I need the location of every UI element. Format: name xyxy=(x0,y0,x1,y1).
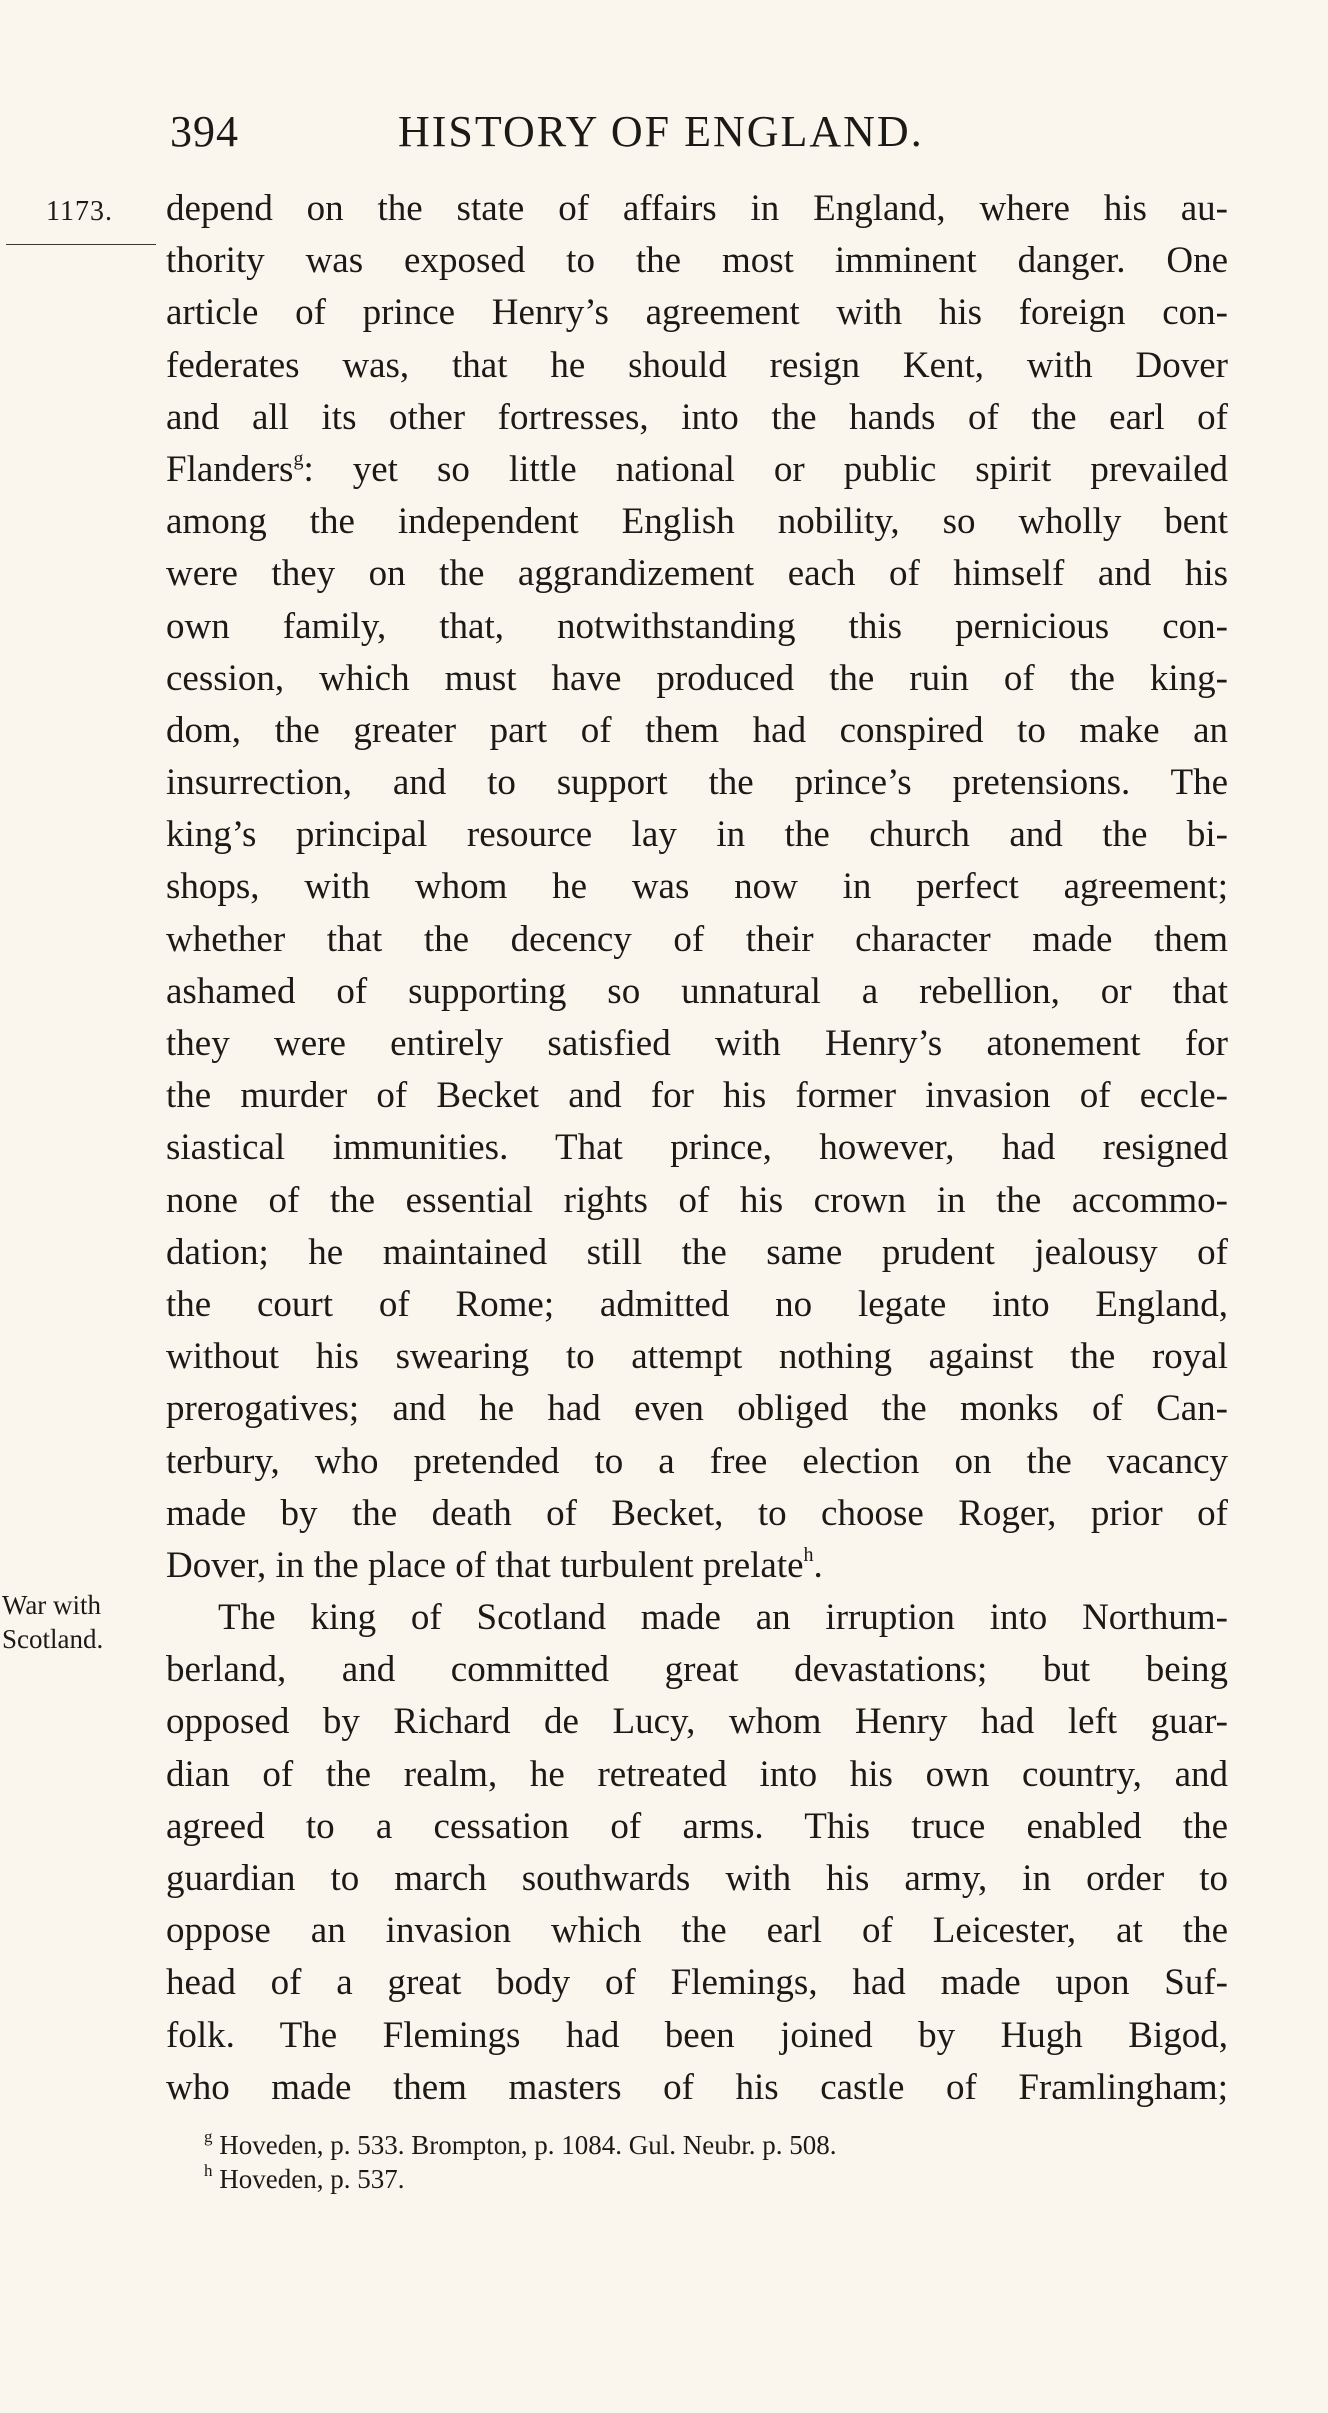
text-line: guardian to march southwards with his army, in order to xyxy=(166,1858,1228,1899)
page-header xyxy=(0,106,1328,166)
text-line: king’s principal resource lay in the church and the bi- xyxy=(166,814,1228,856)
text-line: head of a great body of Flemings, had made upon Suf- xyxy=(166,1962,1228,2004)
text-line: article of prince Henry’s agreement with his foreign con- xyxy=(166,292,1228,334)
text-line xyxy=(166,1540,1228,1592)
text-line: federates was, that he should resign Kent, with Dover xyxy=(166,344,1228,386)
text-line: dian of the realm, he retreated into his own country, and xyxy=(166,1753,1228,1795)
text-run: Flanders xyxy=(166,448,294,490)
text-line: among the independent English nobility, so wholly bent xyxy=(166,501,1228,543)
text-line: insurrection, and to support the prince’s pretensions. The xyxy=(166,762,1228,804)
text-line: oppose an invasion which the earl of Leicester, at the xyxy=(166,1910,1228,1952)
footnote-g xyxy=(204,2128,1104,2162)
text-line: none of the essential rights of his crown in the accommo- xyxy=(166,1179,1228,1221)
text-line: ashamed of supporting so unnatural a rebellion, or that xyxy=(166,970,1228,1012)
text-line: terbury, who pretended to a free election on the vacancy xyxy=(166,1440,1228,1482)
text-line: dation; he maintained still the same prudent jealousy of xyxy=(166,1231,1228,1273)
footnote-h xyxy=(204,2162,1104,2196)
text-line: dom, the greater part of them had conspired to make an xyxy=(166,709,1228,751)
text-line: cession, which must have produced the ruin of the king- xyxy=(166,657,1228,699)
text-run: . xyxy=(813,1544,823,1586)
text-run: : yet so little national or public spirit prevailed xyxy=(303,448,1228,490)
margin-rule xyxy=(6,244,156,245)
text-line: own family, that, notwithstanding this pernicious con- xyxy=(166,605,1228,647)
page-number: 394 xyxy=(170,107,239,156)
footnotes xyxy=(204,2128,1104,2196)
text-run: Dover, in the place of that turbulent prelate xyxy=(166,1544,804,1586)
text-line: berland, and committed great devastations; but being xyxy=(166,1649,1228,1691)
text-line: the murder of Becket and for his former invasion of eccle- xyxy=(166,1075,1228,1117)
footnote-ref-g: g xyxy=(293,447,304,470)
text-line: whether that the decency of their character made them xyxy=(166,918,1228,960)
margin-topic-line-1: War with xyxy=(2,1590,102,1620)
footnote-ref-h: h xyxy=(803,1543,814,1566)
text-line: opposed by Richard de Lucy, whom Henry had left guar- xyxy=(166,1701,1228,1743)
text-line: siastical immunities. That prince, however, had resigned xyxy=(166,1127,1228,1169)
text-line: the court of Rome; admitted no legate into England, xyxy=(166,1283,1228,1325)
text-line: folk. The Flemings had been joined by Hugh Bigod, xyxy=(166,2014,1228,2056)
footnote-marker: g xyxy=(204,2127,213,2146)
margin-topic-note xyxy=(2,1588,162,1656)
text-line: thority was exposed to the most imminent danger. One xyxy=(166,240,1228,282)
text-line: shops, with whom he was now in perfect agreement; xyxy=(166,866,1228,908)
text-line: without his swearing to attempt nothing against the royal xyxy=(166,1336,1228,1378)
paragraph-start-line: The king of Scotland made an irruption into Northum- xyxy=(218,1597,1228,1639)
footnote-text: Hoveden, p. 533. Brompton, p. 1084. Gul. Neubr. p. 508. xyxy=(219,2130,837,2160)
text-line: were they on the aggrandizement each of himself and his xyxy=(166,553,1228,595)
text-line: who made them masters of his castle of Framlingham; xyxy=(166,2066,1228,2108)
text-line: they were entirely satisfied with Henry’s atonement for xyxy=(166,1023,1228,1064)
text-line: made by the death of Becket, to choose Roger, prior of xyxy=(166,1492,1228,1534)
body-text xyxy=(166,183,1228,2114)
text-line xyxy=(166,444,1228,496)
running-title: HISTORY OF ENGLAND. xyxy=(398,107,924,156)
text-line: prerogatives; and he had even obliged the monks of Can- xyxy=(166,1388,1228,1430)
text-line: and all its other fortresses, into the hands of the earl of xyxy=(166,396,1228,438)
footnote-text: Hoveden, p. 537. xyxy=(219,2164,405,2194)
margin-year: 1173. xyxy=(46,196,113,227)
text-line: depend on the state of affairs in England, where his au- xyxy=(166,188,1228,229)
text-line: agreed to a cessation of arms. This truce enabled the xyxy=(166,1805,1228,1847)
footnote-marker: h xyxy=(204,2161,213,2180)
margin-topic-line-2: Scotland. xyxy=(2,1624,104,1654)
